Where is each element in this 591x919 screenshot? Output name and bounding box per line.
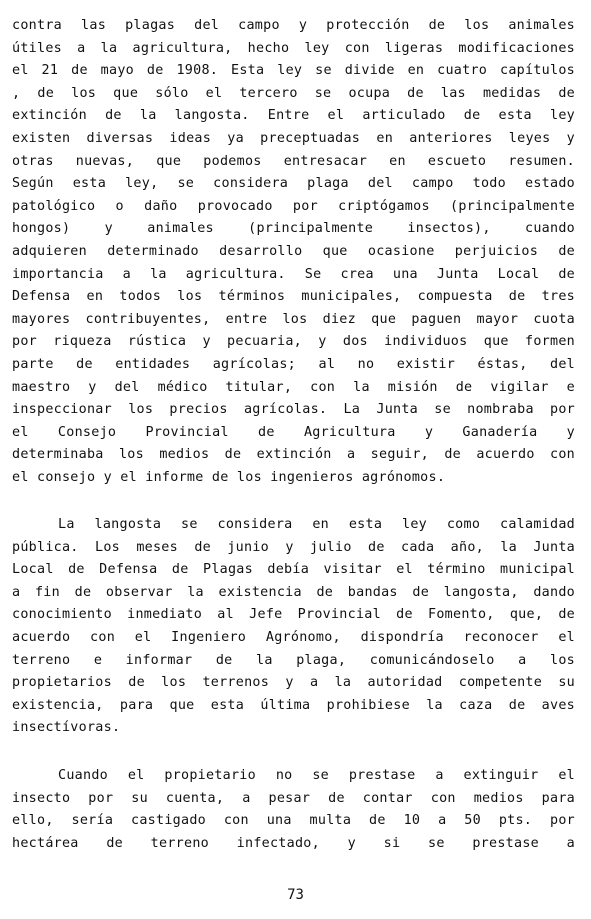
paragraph-line: Local de Defensa de Plagas debía visitar el término municipal: [12, 562, 575, 578]
paragraph-line: el 21 de mayo de 1908. Esta ley se divide en cuatro capítulos: [12, 63, 575, 79]
paragraph-line: acuerdo con el Ingeniero Agrónomo, dispondría reconocer el: [12, 629, 575, 645]
paragraph-line: hectárea de terreno infectado, y si se prestase a: [12, 835, 575, 851]
paragraph-line: mayores contribuyentes, entre los diez que paguen mayor cuota: [12, 311, 575, 327]
paragraph-line: conocimiento inmediato al Jefe Provincial de Fomento, que, de: [12, 607, 575, 623]
paragraph-3: [12, 765, 575, 855]
paragraph-line: Cuando el propietario no se prestase a extinguir el: [58, 768, 575, 783]
paragraph-line: maestro y del médico titular, con la misión de vigilar e: [12, 379, 575, 395]
paragraph-line: patológico o daño provocado por criptógamos (principalmente: [12, 198, 575, 214]
paragraph-line: ello, sería castigado con una multa de 10 a 50 pts. por: [12, 813, 575, 829]
paragraph-2: [12, 514, 575, 740]
paragraph-line: determinaba los medios de extinción a seguir, de acuerdo con: [12, 447, 575, 463]
paragraph-line: adquieren determinado desarrollo que ocasione perjuicios de: [12, 243, 575, 259]
paragraph-line: importancia a la agricultura. Se crea una Junta Local de: [12, 266, 575, 282]
page-number: 73: [287, 887, 304, 903]
paragraph-line: Según esta ley, se considera plaga del campo todo estado: [12, 176, 575, 192]
paragraph-line: el consejo y el informe de los ingenieros agrónomos.: [12, 469, 446, 485]
paragraph-1: [12, 15, 575, 489]
paragraph-line: La langosta se considera en esta ley como calamidad: [58, 517, 575, 532]
paragraph-line: existen diversas ideas ya preceptuadas en anteriores leyes y: [12, 130, 575, 146]
paragraph-line: existencia, para que esta última prohibiese la caza de aves: [12, 697, 575, 713]
paragraph-line: hongos) y animales (principalmente insectos), cuando: [12, 221, 575, 237]
paragraph-line: insecto por su cuenta, a pesar de contar con medios para: [12, 790, 575, 806]
paragraph-line: contra las plagas del campo y protección de los animales: [12, 18, 575, 33]
paragraph-line: propietarios de los terrenos y a la autoridad competente su: [12, 675, 575, 691]
paragraph-line: otras nuevas, que podemos entresacar en escueto resumen.: [12, 153, 575, 169]
paragraph-line: el Consejo Provincial de Agricultura y Ganadería y: [12, 424, 575, 440]
paragraph-line: insectívoras.: [12, 720, 121, 736]
paragraph-line: por riqueza rústica y pecuaria, y dos individuos que formen: [12, 334, 575, 350]
paragraph-line: extinción de la langosta. Entre el articulado de esta ley: [12, 108, 575, 124]
paragraph-line: terreno e informar de la plaga, comunicándoselo a los: [12, 652, 575, 668]
paragraph-line: útiles a la agricultura, hecho ley con ligeras modificaciones: [12, 40, 575, 56]
paragraph-line: parte de entidades agrícolas; al no existir éstas, del: [12, 356, 575, 372]
paragraph-line: a fin de observar la existencia de bandas de langosta, dando: [12, 584, 575, 600]
paragraph-line: Defensa en todos los términos municipales, compuesta de tres: [12, 289, 575, 305]
paragraph-line: , de los que sólo el tercero se ocupa de las medidas de: [12, 85, 575, 101]
paragraph-line: inspeccionar los precios agrícolas. La Junta se nombraba por: [12, 402, 575, 418]
paragraph-line: pública. Los meses de junio y julio de cada año, la Junta: [12, 539, 575, 555]
